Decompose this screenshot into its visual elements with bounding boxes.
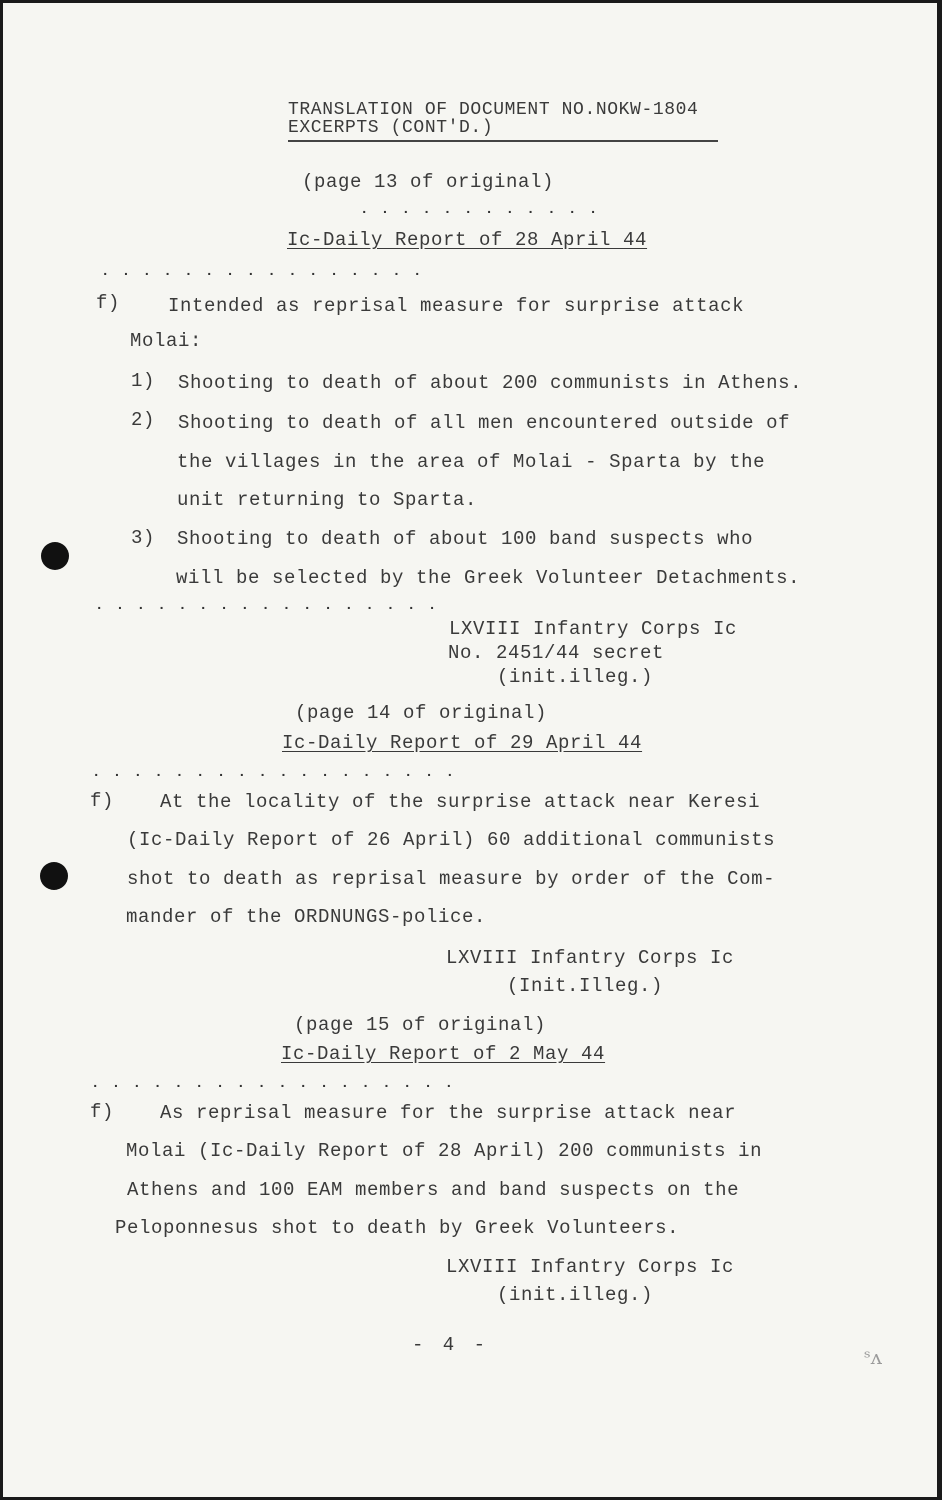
ellipsis-dots: . . . . . . . . . . . . . . . . . .	[91, 1076, 456, 1092]
signature-unit: LXVIII Infantry Corps Ic	[449, 618, 738, 640]
signature-initials: (Init.Illeg.)	[507, 975, 664, 997]
point-number: 2)	[131, 409, 156, 431]
paragraph-line: Molai:	[130, 330, 203, 352]
ellipsis-dots: . . . . . . . . . . . . . . . .	[101, 264, 424, 280]
ellipsis-dots: . . . . . . . . . . . . . . . . .	[95, 598, 439, 614]
paragraph-line: Intended as reprisal measure for surprise attack	[168, 295, 745, 317]
page-number: - 4 -	[412, 1334, 490, 1356]
header-underline	[288, 140, 718, 142]
ellipsis-dots: . . . . . . . . . . . . . . . . . .	[92, 765, 457, 781]
point-line: Shooting to death of about 100 band suspects who	[177, 528, 754, 550]
document-title: TRANSLATION OF DOCUMENT NO.NOKW-1804	[288, 100, 699, 120]
point-line: Shooting to death of about 200 communists in Athens.	[178, 372, 803, 394]
item-label-f: f)	[96, 292, 121, 314]
point-number: 3)	[131, 527, 156, 549]
point-line: unit returning to Sparta.	[177, 489, 478, 511]
paragraph-line: Molai (Ic-Daily Report of 28 April) 200 communists in	[126, 1140, 763, 1162]
paragraph-line: As reprisal measure for the surprise attack near	[160, 1102, 737, 1124]
signature-number: No. 2451/44 secret	[448, 642, 665, 664]
paragraph-line: (Ic-Daily Report of 26 April) 60 additional communists	[127, 829, 776, 851]
page-reference-14: (page 14 of original)	[295, 702, 548, 724]
point-line: Shooting to death of all men encountered outside of	[178, 412, 791, 434]
signature-unit: LXVIII Infantry Corps Ic	[446, 1256, 735, 1278]
page-reference-13: (page 13 of original)	[302, 171, 555, 193]
point-line: the villages in the area of Molai - Sparta by the	[177, 451, 766, 473]
report-heading-29-april: Ic-Daily Report of 29 April 44	[282, 732, 643, 754]
punch-hole-bottom	[40, 862, 68, 890]
signature-initials: (init.illeg.)	[497, 1284, 654, 1306]
paragraph-line: Peloponnesus shot to death by Greek Volunteers.	[115, 1217, 680, 1239]
item-label-f: f)	[90, 1101, 115, 1123]
document-subtitle: EXCERPTS (CONT'D.)	[288, 118, 494, 138]
paragraph-line: shot to death as reprisal measure by order of the Com-	[127, 868, 776, 890]
report-heading-2-may: Ic-Daily Report of 2 May 44	[281, 1043, 606, 1065]
paragraph-line: Athens and 100 EAM members and band suspects on the	[127, 1179, 740, 1201]
ellipsis-dots: . . . . . . . . . . . .	[360, 202, 600, 218]
point-number: 1)	[131, 370, 156, 392]
item-label-f: f)	[90, 790, 115, 812]
paragraph-line: mander of the ORDNUNGS-police.	[126, 906, 487, 928]
signature-initials: (init.illeg.)	[497, 666, 654, 688]
signature-unit: LXVIII Infantry Corps Ic	[446, 947, 735, 969]
report-heading-28-april: Ic-Daily Report of 28 April 44	[287, 229, 648, 251]
punch-hole-top	[41, 542, 69, 570]
handwritten-mark: ˢʌ	[864, 1345, 883, 1369]
paragraph-line: At the locality of the surprise attack near Keresi	[160, 791, 761, 813]
point-line: will be selected by the Greek Volunteer Detachments.	[176, 567, 801, 589]
page-reference-15: (page 15 of original)	[294, 1014, 547, 1036]
